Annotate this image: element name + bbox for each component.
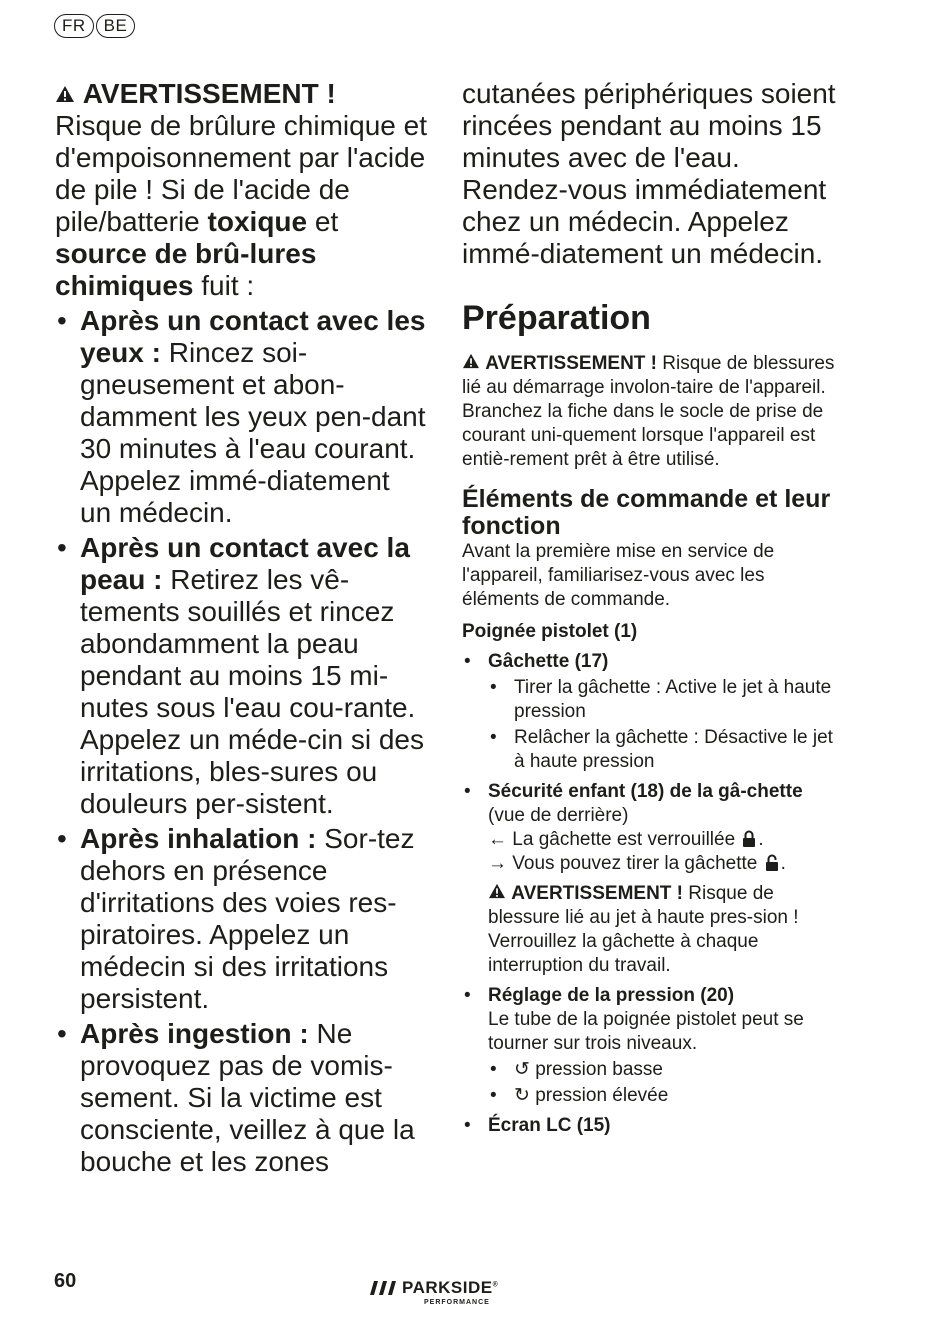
unlocked-text: Vous pouvez tirer la gâchette [507, 853, 763, 874]
first-aid-list [55, 305, 427, 1178]
list-item-lcd [462, 1114, 842, 1138]
arrow-right-icon: → [488, 853, 507, 874]
locked-line [488, 828, 842, 852]
left-column [55, 78, 427, 1178]
brand-text: PARKSIDE [402, 1278, 493, 1297]
trigger-title: Gâchette (17) [488, 651, 609, 672]
right-column [462, 78, 842, 1138]
safety-warning-text: Risque de blessure lié au jet à haute pres-sion ! Verrouillez la gâchette à chaque interruption du travail. [488, 883, 799, 976]
pressure-high-text: pression élevée [529, 1085, 669, 1106]
list-item-trigger [462, 650, 842, 774]
warning-triangle-icon [55, 85, 75, 103]
pressure-title: Réglage de la pression (20) [488, 985, 735, 1006]
warning-bold-toxic: toxique [207, 206, 308, 237]
lcd-title: Écran LC (15) [488, 1115, 611, 1136]
brand-name [402, 1278, 498, 1298]
controls-list [462, 650, 842, 1138]
rotate-left-icon: ↺ [514, 1059, 530, 1080]
warning-triangle-icon [462, 353, 480, 369]
controls-title: Éléments de commande et leur fonction [462, 485, 831, 540]
list-item [488, 1084, 842, 1108]
locked-text: La gâchette est verrouillée [507, 829, 741, 850]
section-title: Préparation [462, 299, 651, 337]
warning-end: fuit : [193, 270, 255, 301]
safety-suffix: (vue de derrière) [488, 805, 629, 826]
brand-logo [370, 1278, 520, 1312]
list-item: • Tirer la gâchette : Active le jet à haute pression [488, 676, 842, 724]
safety-title: Sécurité enfant (18) de la gâ-chette [488, 781, 803, 802]
safety-warning [488, 882, 842, 978]
list-item: • Relâcher la gâchette : Désactive le jet à haute pression [488, 726, 842, 774]
rotate-right-icon: ↻ [514, 1085, 530, 1106]
safety-warning-label: AVERTISSEMENT ! [511, 883, 683, 904]
controls-intro: Avant la première mise en service de l'appareil, familiarisez-vous avec les éléments de commande. [462, 541, 775, 610]
list-item-pressure [462, 984, 842, 1108]
arrow-left-icon: ← [488, 829, 507, 850]
item-heading: Après un contact avec les yeux : [80, 305, 426, 368]
warning-intro: Risque de brûlure chimique et d'empoisonnement par l'acide de pile ! Si de l'acide de pile/batterie [55, 110, 427, 237]
lang-badge-fr: FR [54, 14, 94, 38]
registered-mark: ® [492, 1281, 499, 1289]
lock-closed-icon [742, 830, 756, 847]
pressure-text: Le tube de la poignée pistolet peut se tourner sur trois niveaux. [488, 1009, 804, 1054]
brand-sub: PERFORMANCE [424, 1299, 490, 1306]
warning-triangle-icon [488, 883, 506, 899]
pressure-sublist [488, 1058, 842, 1108]
warning-label: AVERTISSEMENT ! [82, 78, 336, 109]
period: . [758, 829, 764, 850]
item-text: Rincez soi-gneusement et abon-damment les yeux pen-dant 30 minutes à l'eau courant. Appelez immé-diatement un médecin. [80, 337, 426, 528]
prep-warning-label: AVERTISSEMENT ! [485, 353, 657, 374]
item-heading: Après un contact avec la peau : [80, 532, 410, 595]
warning-mid: et [307, 206, 339, 237]
battery-acid-warning [55, 78, 427, 302]
item-text: Ne provoquez pas de vomis-sement. Si la victime est consciente, veillez à que la bouche et les zones [80, 1018, 415, 1177]
item-text: Sor-tez dehors en présence d'irritations des voies res-piratoires. Appelez un médecin si des irritations persistent. [80, 823, 415, 1014]
continuation-text: cutanées périphériques soient rincées pendant au moins 15 minutes avec de l'eau. Rendez-vous immédiatement chez un médecin. Appelez immé-diatement un médecin. [462, 78, 836, 269]
list-item [55, 305, 427, 529]
unlocked-line [488, 852, 842, 876]
warning-bold-burn: source de brû-lures chimiques [55, 238, 317, 301]
item-heading: Après inhalation : [80, 823, 317, 854]
lang-badge-be: BE [96, 14, 136, 38]
prep-warning-text: Risque de blessures lié au démarrage involon-taire de l'appareil. Branchez la fiche dans le socle de prise de courant uni-quement lorsque l'appareil est entiè-rement prêt à être utilisé. [462, 353, 835, 470]
list-item [55, 1018, 427, 1178]
list-item [488, 1058, 842, 1082]
list-item [55, 823, 427, 1015]
prep-warning [462, 352, 842, 472]
list-item [55, 532, 427, 820]
language-badges [54, 14, 135, 38]
list-item-safety [462, 780, 842, 978]
handle-title: Poignée pistolet (1) [462, 621, 638, 642]
pressure-low-text: pression basse [529, 1059, 663, 1080]
period: . [780, 853, 786, 874]
item-heading: Après ingestion : [80, 1018, 309, 1049]
lock-open-icon [765, 854, 779, 871]
page-number: 60 [54, 1270, 77, 1292]
brand-stripes-icon [370, 1281, 398, 1295]
item-text: Retirez les vê-tements souillés et rincez abondamment la peau pendant au moins 15 mi-nutes sous l'eau cou-rante. Appelez un méde-cin si des irritations, bles-sures ou douleurs per-sistent. [80, 564, 424, 819]
trigger-sublist [488, 676, 842, 774]
